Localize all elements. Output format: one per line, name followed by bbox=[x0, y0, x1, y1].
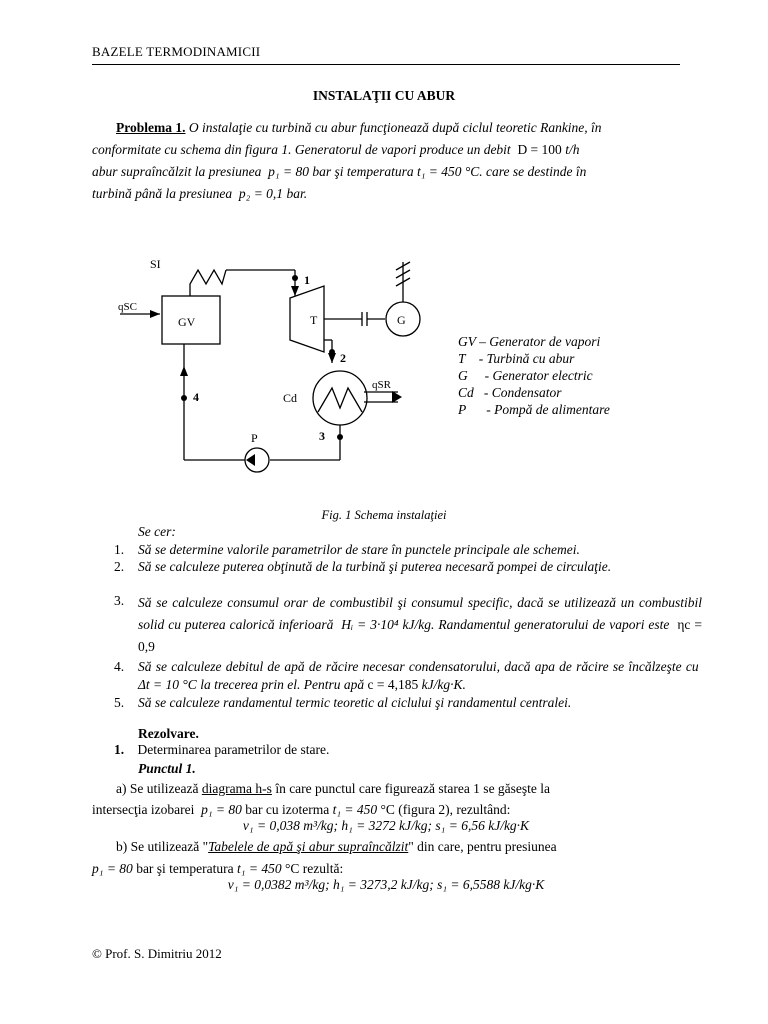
legend-item: Cd - Condensator bbox=[458, 385, 562, 400]
requirements-intro: Se cer: bbox=[138, 524, 176, 539]
label-si: SI bbox=[150, 257, 161, 271]
legend-item: P - Pompă de alimentare bbox=[458, 402, 610, 417]
legend-item: G - Generator electric bbox=[458, 368, 593, 383]
footer-copyright: © Prof. S. Dimitriu 2012 bbox=[92, 946, 222, 961]
debit-value: D = 100 bbox=[517, 142, 562, 157]
label-node-2: 2 bbox=[340, 351, 346, 365]
label-condenser: Cd bbox=[283, 391, 298, 405]
section-title: INSTALAŢII CU ABUR bbox=[312, 88, 456, 103]
specific-heat-value: c = 4,185 bbox=[367, 676, 419, 692]
step-1-num: 1. bbox=[114, 742, 125, 757]
step-1 bbox=[114, 742, 329, 758]
problem-statement bbox=[92, 117, 680, 205]
a-t1: t₁ = 450 bbox=[332, 802, 378, 817]
si-coil bbox=[190, 270, 226, 296]
a-post: în care punctul care figurează starea 1 se găseşte la bbox=[275, 781, 551, 796]
node-2-dot bbox=[329, 349, 335, 355]
temperature-t1: t₁ = 450 bbox=[416, 164, 462, 179]
calorific-value: Hᵢ = 3·10⁴ bbox=[341, 617, 399, 632]
req-text: Să se determine valorile parametrilor de stare în punctele principale ale schemei. bbox=[138, 542, 580, 557]
problem-line-4: turbină până la presiunea bbox=[92, 186, 233, 201]
turbine-shape bbox=[290, 286, 324, 352]
step-1-text: Determinarea parametrilor de stare. bbox=[137, 742, 330, 757]
a-pre: a) Se utilizează bbox=[116, 781, 199, 796]
req-num: 1. bbox=[114, 542, 125, 557]
b-line2b: bar şi temperatura bbox=[136, 861, 234, 876]
node-1-dot bbox=[292, 275, 298, 281]
steam-tables-link: Tabelele de apă şi abur supraîncălzit bbox=[208, 839, 409, 854]
label-node-4: 4 bbox=[193, 390, 199, 404]
delta-t-value: Δt = 10 °C bbox=[138, 676, 197, 692]
a-line2a: intersecţia izobarei bbox=[92, 802, 195, 817]
req-text: Să se calculeze randamentul termic teoretic al ciclului şi randamentul centralei. bbox=[138, 695, 572, 710]
req-3-e: generatorului de vapori este bbox=[514, 617, 670, 632]
diagram-legend bbox=[458, 333, 610, 418]
label-generator: G bbox=[397, 313, 406, 327]
node-4-dot bbox=[181, 395, 187, 401]
req-4-f: kJ/kg·K. bbox=[421, 676, 466, 692]
problem-line-3c: °C. care se destinde în bbox=[464, 164, 587, 179]
req-4-b: se încălzeşte cu bbox=[612, 659, 699, 674]
legend-item: T - Turbină cu abur bbox=[458, 351, 575, 366]
problem-line-2: conformitate cu schema din figura 1. Generatorul de vapori produce un debit bbox=[92, 142, 511, 157]
req-4-d: la trecerea prin el. Pentru apă bbox=[200, 676, 365, 692]
req-text bbox=[138, 658, 702, 693]
label-gv: GV bbox=[178, 315, 196, 329]
req-num: 3. bbox=[114, 593, 125, 608]
pressure-p1: p₁ = 80 bbox=[268, 164, 309, 179]
requirements-list bbox=[114, 541, 703, 721]
a-line2c: bar cu izoterma bbox=[245, 802, 330, 817]
point-1-heading: Punctul 1. bbox=[138, 761, 196, 776]
a-p1: p₁ = 80 bbox=[201, 802, 242, 817]
solution-heading: Rezolvare. bbox=[138, 726, 199, 741]
pressure-p2: p₂ = 0,1 bbox=[238, 186, 284, 201]
legend-item: GV – Generator de vapori bbox=[458, 334, 601, 349]
running-header: BAZELE TERMODINAMICII bbox=[92, 44, 261, 59]
solution-b bbox=[92, 836, 680, 880]
req-3-d: kJ/kg. Randamentul bbox=[402, 617, 511, 632]
b-p1: p₁ = 80 bbox=[92, 861, 133, 876]
req-text: Să se calculeze puterea obţinută de la turbină şi puterea necesară pompei de circulaţie. bbox=[138, 559, 612, 574]
req-num: 5. bbox=[114, 695, 125, 710]
label-qsc: qSC bbox=[118, 301, 137, 313]
label-pump: P bbox=[251, 431, 258, 445]
problem-label: Problema 1. bbox=[116, 120, 186, 135]
b-pre: b) Se utilizează " bbox=[116, 839, 209, 854]
problem-line-3b: bar şi temperatura bbox=[312, 164, 414, 179]
b-line2d: °C rezultă: bbox=[284, 861, 344, 876]
condenser-circle bbox=[313, 371, 367, 425]
header-rule bbox=[92, 64, 680, 65]
req-text bbox=[138, 592, 702, 658]
efficiency-value: ηc = 0,9 bbox=[138, 617, 702, 654]
problem-line-4b: bar. bbox=[286, 186, 308, 201]
req-num: 4. bbox=[114, 659, 125, 674]
debit-unit: t/h bbox=[565, 142, 580, 157]
req-3-a: Să se calculeze consumul orar de combustibil şi consumul specific, dacă se utilizează bbox=[138, 595, 617, 610]
req-num: 2. bbox=[114, 559, 125, 574]
label-qsr: qSR bbox=[372, 379, 391, 391]
solution-a bbox=[92, 778, 680, 820]
label-node-3: 3 bbox=[319, 429, 325, 443]
node-3-dot bbox=[337, 434, 343, 440]
result-a: v₁ = 0,038 m³/kg; h₁ = 3272 kJ/kg; s₁ = 6,56 kJ/kg·K bbox=[242, 818, 530, 833]
b-post: " din care, pentru presiunea bbox=[408, 839, 557, 854]
label-turbine: T bbox=[310, 313, 318, 327]
req-4-a: Să se calculeze debitul de apă de răcire necesar condensatorului, dacă apa de răcire bbox=[138, 659, 609, 674]
hs-diagram-link: diagrama h-s bbox=[201, 781, 272, 796]
a-line2e: °C (figura 2), rezultând: bbox=[380, 802, 511, 817]
result-b: v₁ = 0,0382 m³/kg; h₁ = 3273,2 kJ/kg; s₁ = 6,5588 kJ/kg·K bbox=[227, 877, 545, 892]
b-t1: t₁ = 450 bbox=[237, 861, 282, 876]
req-3-b: un combustibil solid cu puterea calorică inferioară bbox=[138, 595, 703, 632]
plant-schematic bbox=[100, 240, 460, 480]
figure-caption: Fig. 1 Schema instalaţiei bbox=[321, 508, 447, 522]
label-node-1: 1 bbox=[304, 273, 310, 287]
problem-line-3: abur supraîncălzit la presiunea bbox=[92, 164, 262, 179]
problem-line-1: O instalaţie cu turbină cu abur funcţionează după ciclul teoretic Rankine, în bbox=[188, 120, 602, 135]
